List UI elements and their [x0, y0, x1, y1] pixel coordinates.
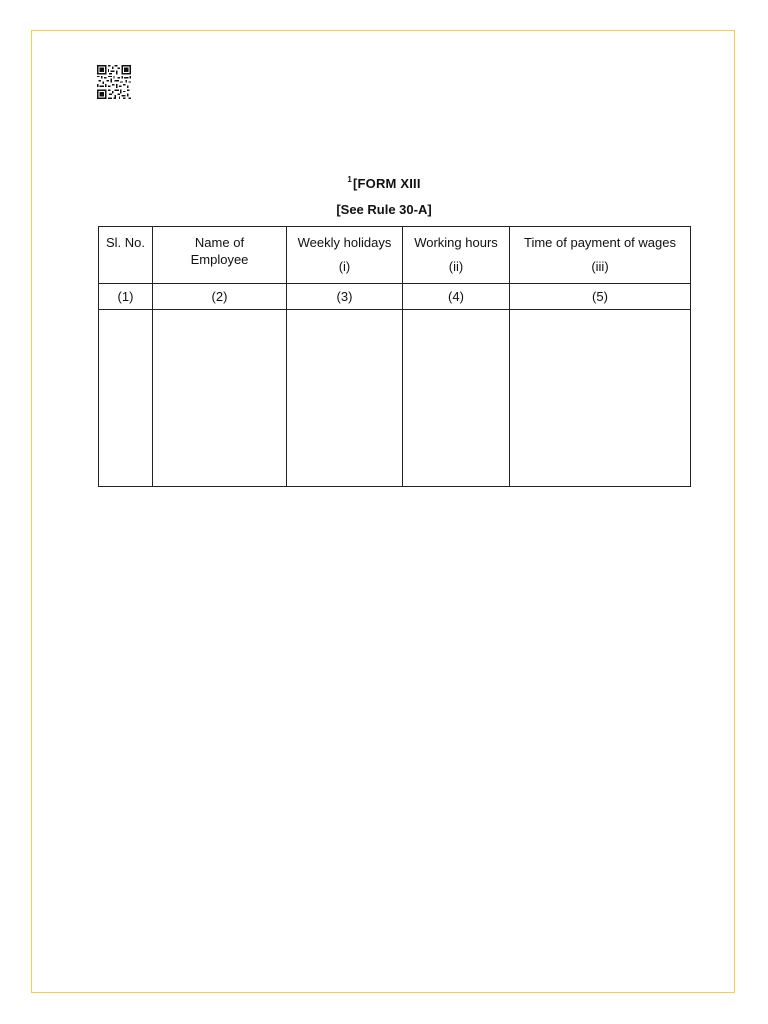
entry-cell-employee-name[interactable] [153, 310, 287, 487]
entry-cell-working-hours[interactable] [403, 310, 510, 487]
column-number: (1) [99, 284, 153, 310]
header-weekly-holidays [287, 227, 403, 284]
column-number: (2) [153, 284, 287, 310]
header-label-line-1: Name of [194, 235, 245, 250]
header-sl-no [99, 227, 153, 284]
entry-cell-weekly-holidays[interactable] [287, 310, 403, 487]
header-label: Weekly holidays [297, 235, 392, 250]
qr-code-icon [97, 65, 131, 99]
header-working-hours [403, 227, 510, 284]
table-header-row [99, 227, 691, 284]
header-label-line-2: Employee [190, 252, 249, 267]
header-employee-name [153, 227, 287, 284]
header-label: Time of payment of wages [524, 235, 676, 250]
header-sub-label: (i) [338, 259, 351, 274]
column-number-row [99, 284, 691, 310]
column-number: (4) [403, 284, 510, 310]
entry-cell-sl-no[interactable] [99, 310, 153, 487]
header-label: Working hours [414, 235, 498, 250]
form-title-text: [FORM XIII [352, 176, 421, 191]
header-sub-label: (iii) [591, 259, 609, 274]
form-rule-reference: [See Rule 30-A] [336, 202, 432, 217]
column-number: (3) [287, 284, 403, 310]
entry-cell-payment-time[interactable] [510, 310, 691, 487]
header-payment-time [510, 227, 691, 284]
column-number: (5) [510, 284, 691, 310]
form-title [0, 175, 768, 191]
table-row [99, 310, 691, 487]
register-table [98, 226, 691, 487]
footnote-marker: 1 [347, 175, 352, 184]
header-sub-label: (ii) [448, 259, 464, 274]
header-label: Sl. No. [105, 235, 145, 250]
